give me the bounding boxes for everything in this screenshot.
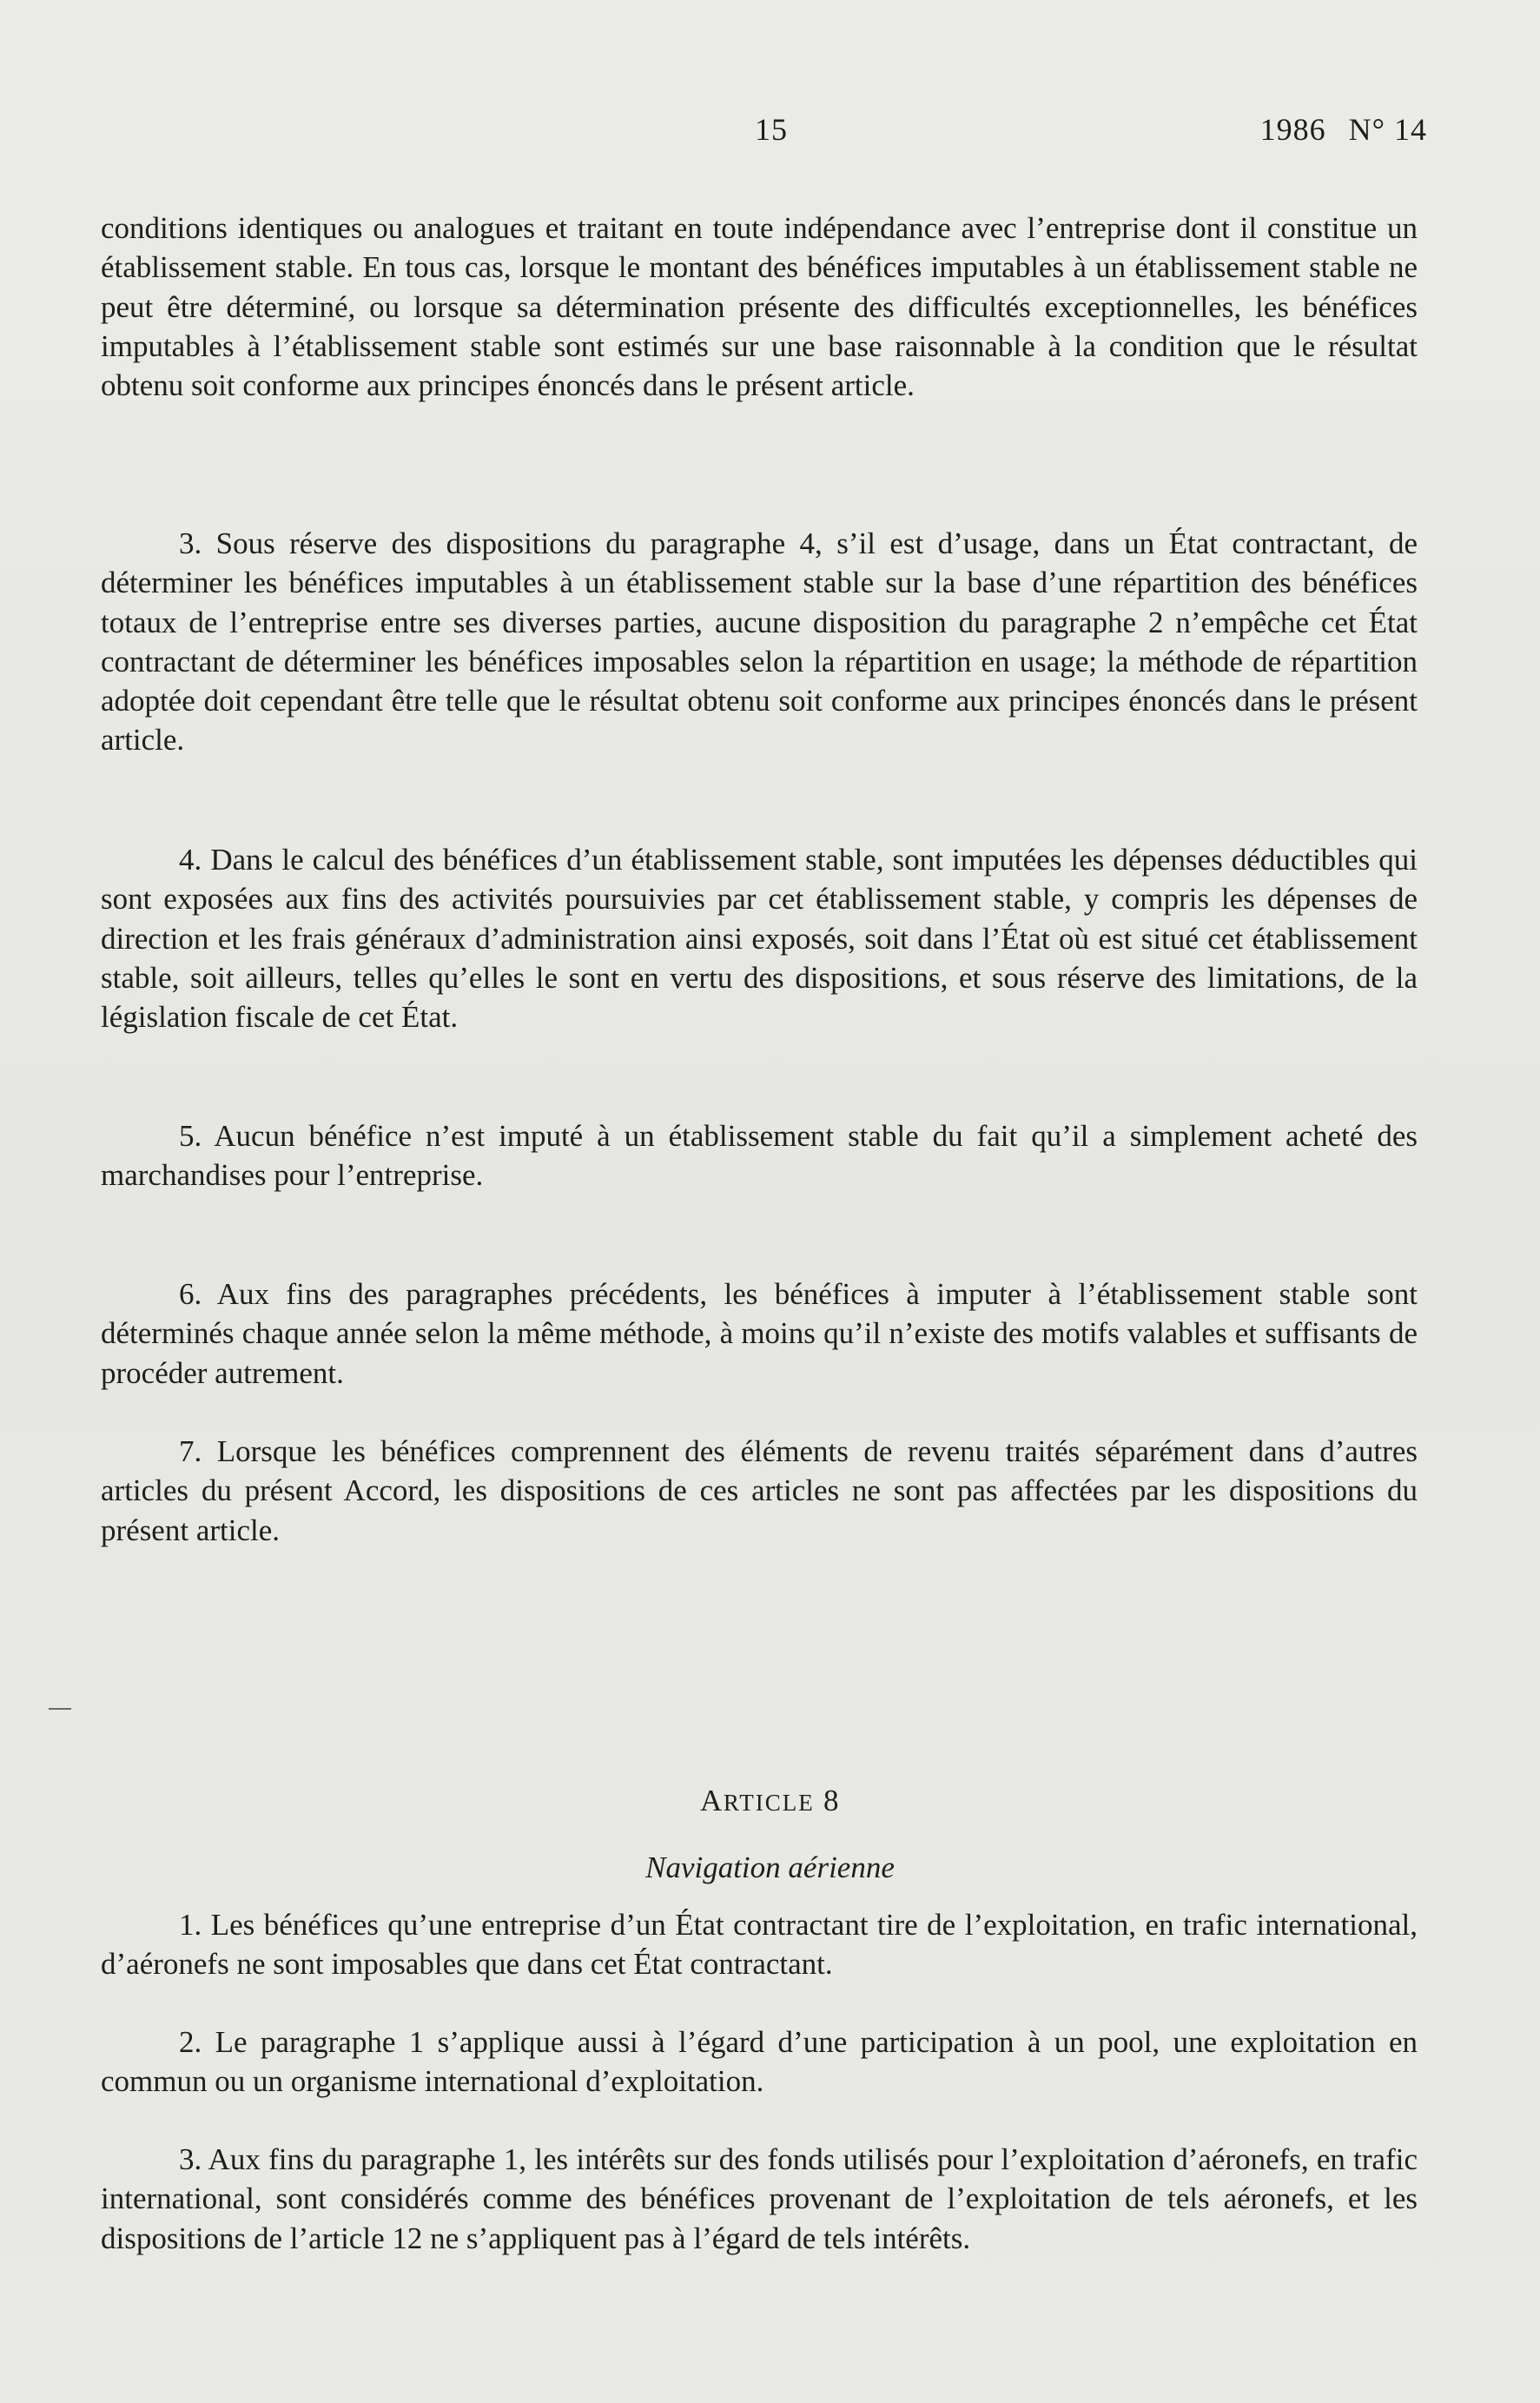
paragraph-text: 7. Lorsque les bénéfices comprennent des éléments de revenu traités séparément dans d’autres articles du présent Accord, les dispositions de ces articles ne sont pas affectées par les dispositions du présent article. [101, 1434, 1418, 1547]
paragraph-7 [101, 1432, 1418, 1550]
document-reference [1238, 111, 1427, 148]
paragraph-text: 1. Les bénéfices qu’une entreprise d’un État contractant tire de l’exploitation, en trafic international, d’aéronefs ne sont imposables que dans cet État contractant. [101, 1908, 1418, 1982]
paragraph-6 [101, 1274, 1418, 1393]
paragraph-continued [101, 209, 1418, 405]
paragraph-text: 6. Aux fins des paragraphes précédents, les bénéfices à imputer à l’établissement stable sont déterminés chaque année selon la même méthode, à moins qu’il n’existe des motifs valables et suffisants de procéder autrement. [101, 1277, 1418, 1390]
paragraph-text: 3. Aux fins du paragraphe 1, les intérêts sur des fonds utilisés pour l’exploitation d’aéronefs, en trafic international, sont considérés comme des bénéfices provenant de l’exploitation de tels aéronefs, et les dispositions de l’article 12 ne s’appliquent pas à l’égard de tels intérêts. [101, 2142, 1418, 2255]
reference-number: N° 14 [1348, 112, 1427, 147]
paragraph-4 [101, 840, 1418, 1036]
margin-mark [49, 1708, 71, 1710]
paragraph-text: 4. Dans le calcul des bénéfices d’un établissement stable, sont imputées les dépenses déductibles qui sont exposées aux fins des activités poursuivies par cet établissement stable, y compris les dépenses de direction et les frais généraux d’administration ainsi exposés, soit dans l’État où est situé cet établissement stable, soit ailleurs, telles qu’elles le sont en vertu des dispositions, et sous réserve des limitations, de la législation fiscale de cet État. [101, 843, 1418, 1035]
article-label-initial: A [700, 1784, 724, 1817]
paragraph-text: 5. Aucun bénéfice n’est imputé à un établissement stable du fait qu’il a simplement acheté des marchandises pour l’entreprise. [101, 1119, 1418, 1193]
page-number: 15 [755, 112, 788, 147]
article-paragraph-2 [101, 2022, 1418, 2102]
paragraph-3 [101, 524, 1418, 760]
paragraph-5 [101, 1116, 1418, 1195]
paragraph-text: 3. Sous réserve des dispositions du paragraphe 4, s’il est d’usage, dans un État contractant, de déterminer les bénéfices imputables à un établissement stable sur la base d’une répartition des bénéfices totaux de l’entreprise entre ses diverses parties, aucune disposition du paragraphe 2 n’empêche cet État contractant de déterminer les bénéfices imposables selon la répartition en usage; la méthode de répartition adoptée doit cependant être telle que le résultat obtenu soit conforme aux principes énoncés dans le présent article. [101, 526, 1418, 758]
article-number: 8 [823, 1784, 840, 1817]
paragraph-text: conditions identiques ou analogues et traitant en toute indépendance avec l’entreprise dont il constitue un établissement stable. En tous cas, lorsque le montant des bénéfices imputables à un établissement stable ne peut être déterminé, ou lorsque sa détermination présente des difficultés exceptionnelles, les bénéfices imputables à l’établissement stable sont estimés sur une base raisonnable à la condition que le résultat obtenu soit conforme aux principes énoncés dans le présent article. [101, 211, 1418, 403]
article-title: Navigation aérienne [645, 1850, 895, 1884]
paragraph-text: 2. Le paragraphe 1 s’applique aussi à l’égard d’une participation à un pool, une exploitation en commun ou un organisme international d’exploitation. [101, 2025, 1418, 2099]
article-heading [0, 1784, 1540, 1818]
reference-year: 1986 [1259, 112, 1326, 147]
article-label-rest: RTICLE [723, 1790, 815, 1816]
article-paragraph-3 [101, 2140, 1418, 2258]
article-paragraph-1 [101, 1905, 1418, 1984]
